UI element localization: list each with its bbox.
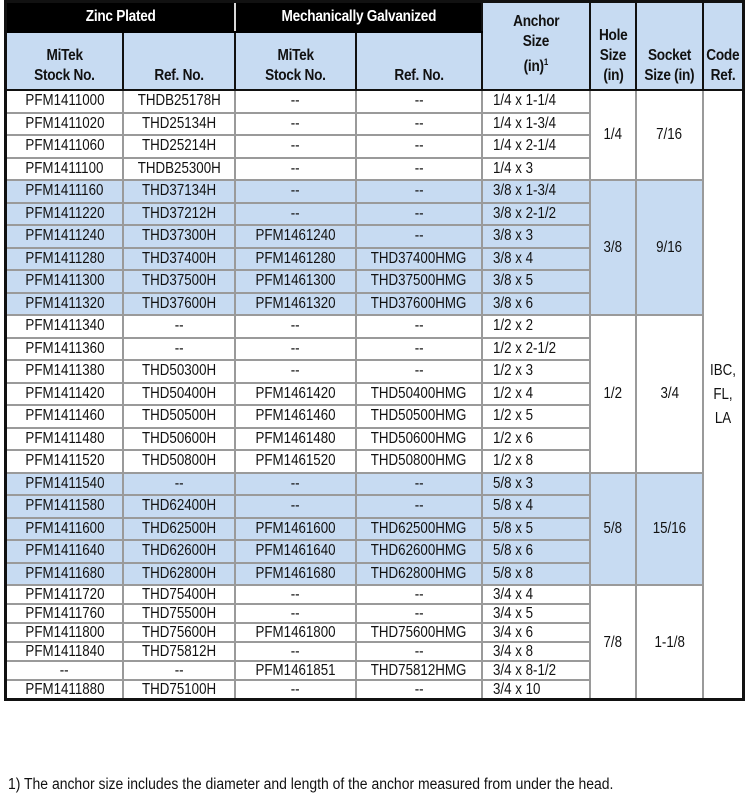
cell-anchor-size: 1/2 x 5 <box>482 405 591 428</box>
group-header-zinc-plated: Zinc Plated <box>6 2 236 33</box>
cell-mg-stock-no: PFM1461680 <box>235 563 356 586</box>
cell-hole-size: 1/4 <box>590 90 635 180</box>
cell-anchor-size: 1/2 x 2 <box>482 315 591 338</box>
cell-mg-ref-no: -- <box>356 585 482 604</box>
cell-mg-stock-no: -- <box>235 585 356 604</box>
cell-zinc-stock-no: PFM1411640 <box>6 540 124 563</box>
cell-zinc-stock-no: PFM1411540 <box>6 473 124 496</box>
cell-anchor-size: 1/4 x 1-3/4 <box>482 113 591 136</box>
cell-code-ref: IBC, FL, LA <box>703 90 743 700</box>
cell-zinc-ref-no: THD50600H <box>123 428 235 451</box>
cell-zinc-stock-no: PFM1411160 <box>6 180 124 203</box>
cell-mg-stock-no: -- <box>235 135 356 158</box>
cell-mg-ref-no: THD75812HMG <box>356 661 482 680</box>
cell-zinc-stock-no: PFM1411300 <box>6 270 124 293</box>
cell-mg-ref-no: THD62800HMG <box>356 563 482 586</box>
table-row <box>6 585 744 604</box>
cell-zinc-ref-no: THD75500H <box>123 604 235 623</box>
cell-hole-size: 1/2 <box>590 315 635 473</box>
cell-zinc-ref-no: THDB25300H <box>123 158 235 181</box>
cell-mg-ref-no: -- <box>356 158 482 181</box>
anchor-spec-table-wrapper <box>4 0 745 701</box>
col-header-zinc-stock-no: MiTek Stock No. <box>6 32 124 90</box>
cell-zinc-stock-no: PFM1411380 <box>6 360 124 383</box>
cell-mg-ref-no: -- <box>356 495 482 518</box>
table-row <box>6 180 744 203</box>
cell-mg-ref-no: -- <box>356 113 482 136</box>
cell-zinc-ref-no: THD37134H <box>123 180 235 203</box>
cell-mg-ref-no: THD37600HMG <box>356 293 482 316</box>
cell-zinc-stock-no: PFM1411720 <box>6 585 124 604</box>
cell-zinc-ref-no: THDB25178H <box>123 90 235 113</box>
cell-zinc-ref-no: THD50400H <box>123 383 235 406</box>
cell-zinc-stock-no: PFM1411460 <box>6 405 124 428</box>
cell-anchor-size: 1/4 x 1-1/4 <box>482 90 591 113</box>
cell-zinc-stock-no: PFM1411340 <box>6 315 124 338</box>
cell-mg-ref-no: -- <box>356 338 482 361</box>
cell-mg-stock-no: PFM1461640 <box>235 540 356 563</box>
cell-anchor-size: 3/4 x 5 <box>482 604 591 623</box>
table-row <box>6 90 744 113</box>
cell-zinc-stock-no: PFM1411360 <box>6 338 124 361</box>
anchor-spec-table <box>4 0 745 701</box>
cell-anchor-size: 1/2 x 8 <box>482 450 591 473</box>
cell-mg-ref-no: THD37500HMG <box>356 270 482 293</box>
cell-zinc-ref-no: THD62800H <box>123 563 235 586</box>
cell-mg-stock-no: PFM1461800 <box>235 623 356 642</box>
cell-mg-stock-no: PFM1461280 <box>235 248 356 271</box>
cell-mg-ref-no: -- <box>356 203 482 226</box>
cell-mg-stock-no: -- <box>235 680 356 700</box>
cell-mg-ref-no: THD75600HMG <box>356 623 482 642</box>
cell-anchor-size: 3/8 x 1-3/4 <box>482 180 591 203</box>
cell-mg-stock-no: PFM1461320 <box>235 293 356 316</box>
cell-mg-stock-no: -- <box>235 495 356 518</box>
anchor-spec-table-body <box>6 90 744 700</box>
cell-mg-stock-no: PFM1461600 <box>235 518 356 541</box>
cell-hole-size: 5/8 <box>590 473 635 586</box>
cell-hole-size: 7/8 <box>590 585 635 700</box>
cell-mg-ref-no: THD62500HMG <box>356 518 482 541</box>
cell-mg-stock-no: -- <box>235 203 356 226</box>
cell-anchor-size: 1/2 x 3 <box>482 360 591 383</box>
cell-zinc-ref-no: THD75100H <box>123 680 235 700</box>
cell-mg-stock-no: -- <box>235 113 356 136</box>
cell-zinc-stock-no: PFM1411020 <box>6 113 124 136</box>
table-row <box>6 315 744 338</box>
col-header-mg-ref-no: Ref. No. <box>356 32 482 90</box>
cell-zinc-ref-no: THD50500H <box>123 405 235 428</box>
cell-socket-size: 15/16 <box>636 473 703 586</box>
cell-anchor-size: 1/4 x 3 <box>482 158 591 181</box>
cell-anchor-size: 3/4 x 10 <box>482 680 591 700</box>
cell-mg-ref-no: -- <box>356 180 482 203</box>
cell-mg-ref-no: -- <box>356 135 482 158</box>
cell-mg-ref-no: -- <box>356 90 482 113</box>
cell-zinc-ref-no: THD50800H <box>123 450 235 473</box>
cell-mg-ref-no: -- <box>356 315 482 338</box>
cell-zinc-ref-no: THD75600H <box>123 623 235 642</box>
cell-zinc-ref-no: THD25214H <box>123 135 235 158</box>
cell-mg-stock-no: PFM1461300 <box>235 270 356 293</box>
cell-mg-ref-no: THD62600HMG <box>356 540 482 563</box>
cell-zinc-ref-no: THD75812H <box>123 642 235 661</box>
cell-mg-ref-no: -- <box>356 680 482 700</box>
cell-mg-stock-no: -- <box>235 642 356 661</box>
cell-mg-stock-no: -- <box>235 338 356 361</box>
cell-socket-size: 7/16 <box>636 90 703 180</box>
footnote: 1) The anchor size includes the diameter and length of the anchor measured from under the head. <box>8 776 614 793</box>
cell-mg-stock-no: PFM1461480 <box>235 428 356 451</box>
cell-mg-ref-no: -- <box>356 473 482 496</box>
cell-mg-ref-no: -- <box>356 642 482 661</box>
cell-mg-stock-no: PFM1461520 <box>235 450 356 473</box>
cell-zinc-stock-no: PFM1411680 <box>6 563 124 586</box>
cell-socket-size: 3/4 <box>636 315 703 473</box>
cell-mg-stock-no: -- <box>235 360 356 383</box>
cell-mg-ref-no: -- <box>356 225 482 248</box>
cell-zinc-stock-no: PFM1411480 <box>6 428 124 451</box>
cell-anchor-size: 1/2 x 4 <box>482 383 591 406</box>
group-header-mechanically-galvanized: Mechanically Galvanized <box>235 2 482 33</box>
cell-hole-size: 3/8 <box>590 180 635 315</box>
cell-zinc-stock-no: PFM1411000 <box>6 90 124 113</box>
cell-zinc-stock-no: PFM1411760 <box>6 604 124 623</box>
cell-zinc-stock-no: PFM1411220 <box>6 203 124 226</box>
col-header-anchor-size: Anchor Size (in)$^1$ <box>482 2 591 91</box>
cell-mg-ref-no: THD50600HMG <box>356 428 482 451</box>
cell-zinc-ref-no: THD62500H <box>123 518 235 541</box>
cell-mg-stock-no: -- <box>235 315 356 338</box>
cell-mg-ref-no: THD50400HMG <box>356 383 482 406</box>
col-header-hole-size: Hole Size (in) <box>590 2 635 91</box>
cell-mg-stock-no: -- <box>235 473 356 496</box>
cell-zinc-stock-no: PFM1411880 <box>6 680 124 700</box>
cell-zinc-stock-no: PFM1411800 <box>6 623 124 642</box>
cell-zinc-ref-no: -- <box>123 315 235 338</box>
footnote-marker: 1 <box>544 57 549 67</box>
cell-anchor-size: 3/8 x 6 <box>482 293 591 316</box>
cell-socket-size: 1-1/8 <box>636 585 703 700</box>
cell-anchor-size: 5/8 x 6 <box>482 540 591 563</box>
cell-anchor-size: 1/2 x 2-1/2 <box>482 338 591 361</box>
cell-zinc-stock-no: PFM1411420 <box>6 383 124 406</box>
cell-anchor-size: 3/4 x 8 <box>482 642 591 661</box>
cell-anchor-size: 5/8 x 3 <box>482 473 591 496</box>
col-header-code-ref: Code Ref. <box>703 2 743 91</box>
cell-zinc-stock-no: PFM1411240 <box>6 225 124 248</box>
cell-mg-ref-no: THD50500HMG <box>356 405 482 428</box>
cell-zinc-stock-no: -- <box>6 661 124 680</box>
cell-zinc-stock-no: PFM1411520 <box>6 450 124 473</box>
cell-zinc-ref-no: THD37212H <box>123 203 235 226</box>
cell-anchor-size: 3/8 x 2-1/2 <box>482 203 591 226</box>
cell-anchor-size: 5/8 x 8 <box>482 563 591 586</box>
cell-anchor-size: 3/8 x 4 <box>482 248 591 271</box>
cell-anchor-size: 3/4 x 4 <box>482 585 591 604</box>
cell-mg-stock-no: -- <box>235 90 356 113</box>
group-header-row <box>6 2 744 33</box>
cell-zinc-ref-no: -- <box>123 661 235 680</box>
cell-socket-size: 9/16 <box>636 180 703 315</box>
cell-mg-stock-no: PFM1461420 <box>235 383 356 406</box>
cell-zinc-ref-no: THD37500H <box>123 270 235 293</box>
cell-anchor-size: 3/8 x 3 <box>482 225 591 248</box>
cell-zinc-ref-no: THD37300H <box>123 225 235 248</box>
cell-zinc-stock-no: PFM1411280 <box>6 248 124 271</box>
cell-mg-ref-no: -- <box>356 604 482 623</box>
cell-zinc-ref-no: THD50300H <box>123 360 235 383</box>
cell-zinc-stock-no: PFM1411100 <box>6 158 124 181</box>
cell-mg-stock-no: PFM1461460 <box>235 405 356 428</box>
table-row <box>6 473 744 496</box>
cell-mg-stock-no: -- <box>235 158 356 181</box>
cell-mg-stock-no: PFM1461851 <box>235 661 356 680</box>
cell-zinc-stock-no: PFM1411600 <box>6 518 124 541</box>
cell-anchor-size: 1/4 x 2-1/4 <box>482 135 591 158</box>
col-header-zinc-ref-no: Ref. No. <box>123 32 235 90</box>
cell-mg-ref-no: -- <box>356 360 482 383</box>
cell-zinc-ref-no: THD25134H <box>123 113 235 136</box>
col-header-socket-size: Socket Size (in) <box>636 2 703 91</box>
cell-zinc-ref-no: THD37400H <box>123 248 235 271</box>
cell-anchor-size: 5/8 x 5 <box>482 518 591 541</box>
cell-mg-stock-no: -- <box>235 604 356 623</box>
cell-zinc-ref-no: THD62400H <box>123 495 235 518</box>
cell-anchor-size: 5/8 x 4 <box>482 495 591 518</box>
cell-mg-ref-no: THD50800HMG <box>356 450 482 473</box>
cell-anchor-size: 3/4 x 6 <box>482 623 591 642</box>
cell-zinc-stock-no: PFM1411580 <box>6 495 124 518</box>
cell-mg-stock-no: PFM1461240 <box>235 225 356 248</box>
cell-zinc-ref-no: -- <box>123 473 235 496</box>
cell-zinc-ref-no: THD37600H <box>123 293 235 316</box>
cell-anchor-size: 3/8 x 5 <box>482 270 591 293</box>
cell-anchor-size: 3/4 x 8-1/2 <box>482 661 591 680</box>
cell-mg-ref-no: THD37400HMG <box>356 248 482 271</box>
cell-anchor-size: 1/2 x 6 <box>482 428 591 451</box>
col-header-mg-stock-no: MiTek Stock No. <box>235 32 356 90</box>
cell-zinc-stock-no: PFM1411840 <box>6 642 124 661</box>
cell-zinc-ref-no: THD75400H <box>123 585 235 604</box>
cell-zinc-stock-no: PFM1411060 <box>6 135 124 158</box>
cell-mg-stock-no: -- <box>235 180 356 203</box>
cell-zinc-ref-no: THD62600H <box>123 540 235 563</box>
cell-zinc-ref-no: -- <box>123 338 235 361</box>
cell-zinc-stock-no: PFM1411320 <box>6 293 124 316</box>
